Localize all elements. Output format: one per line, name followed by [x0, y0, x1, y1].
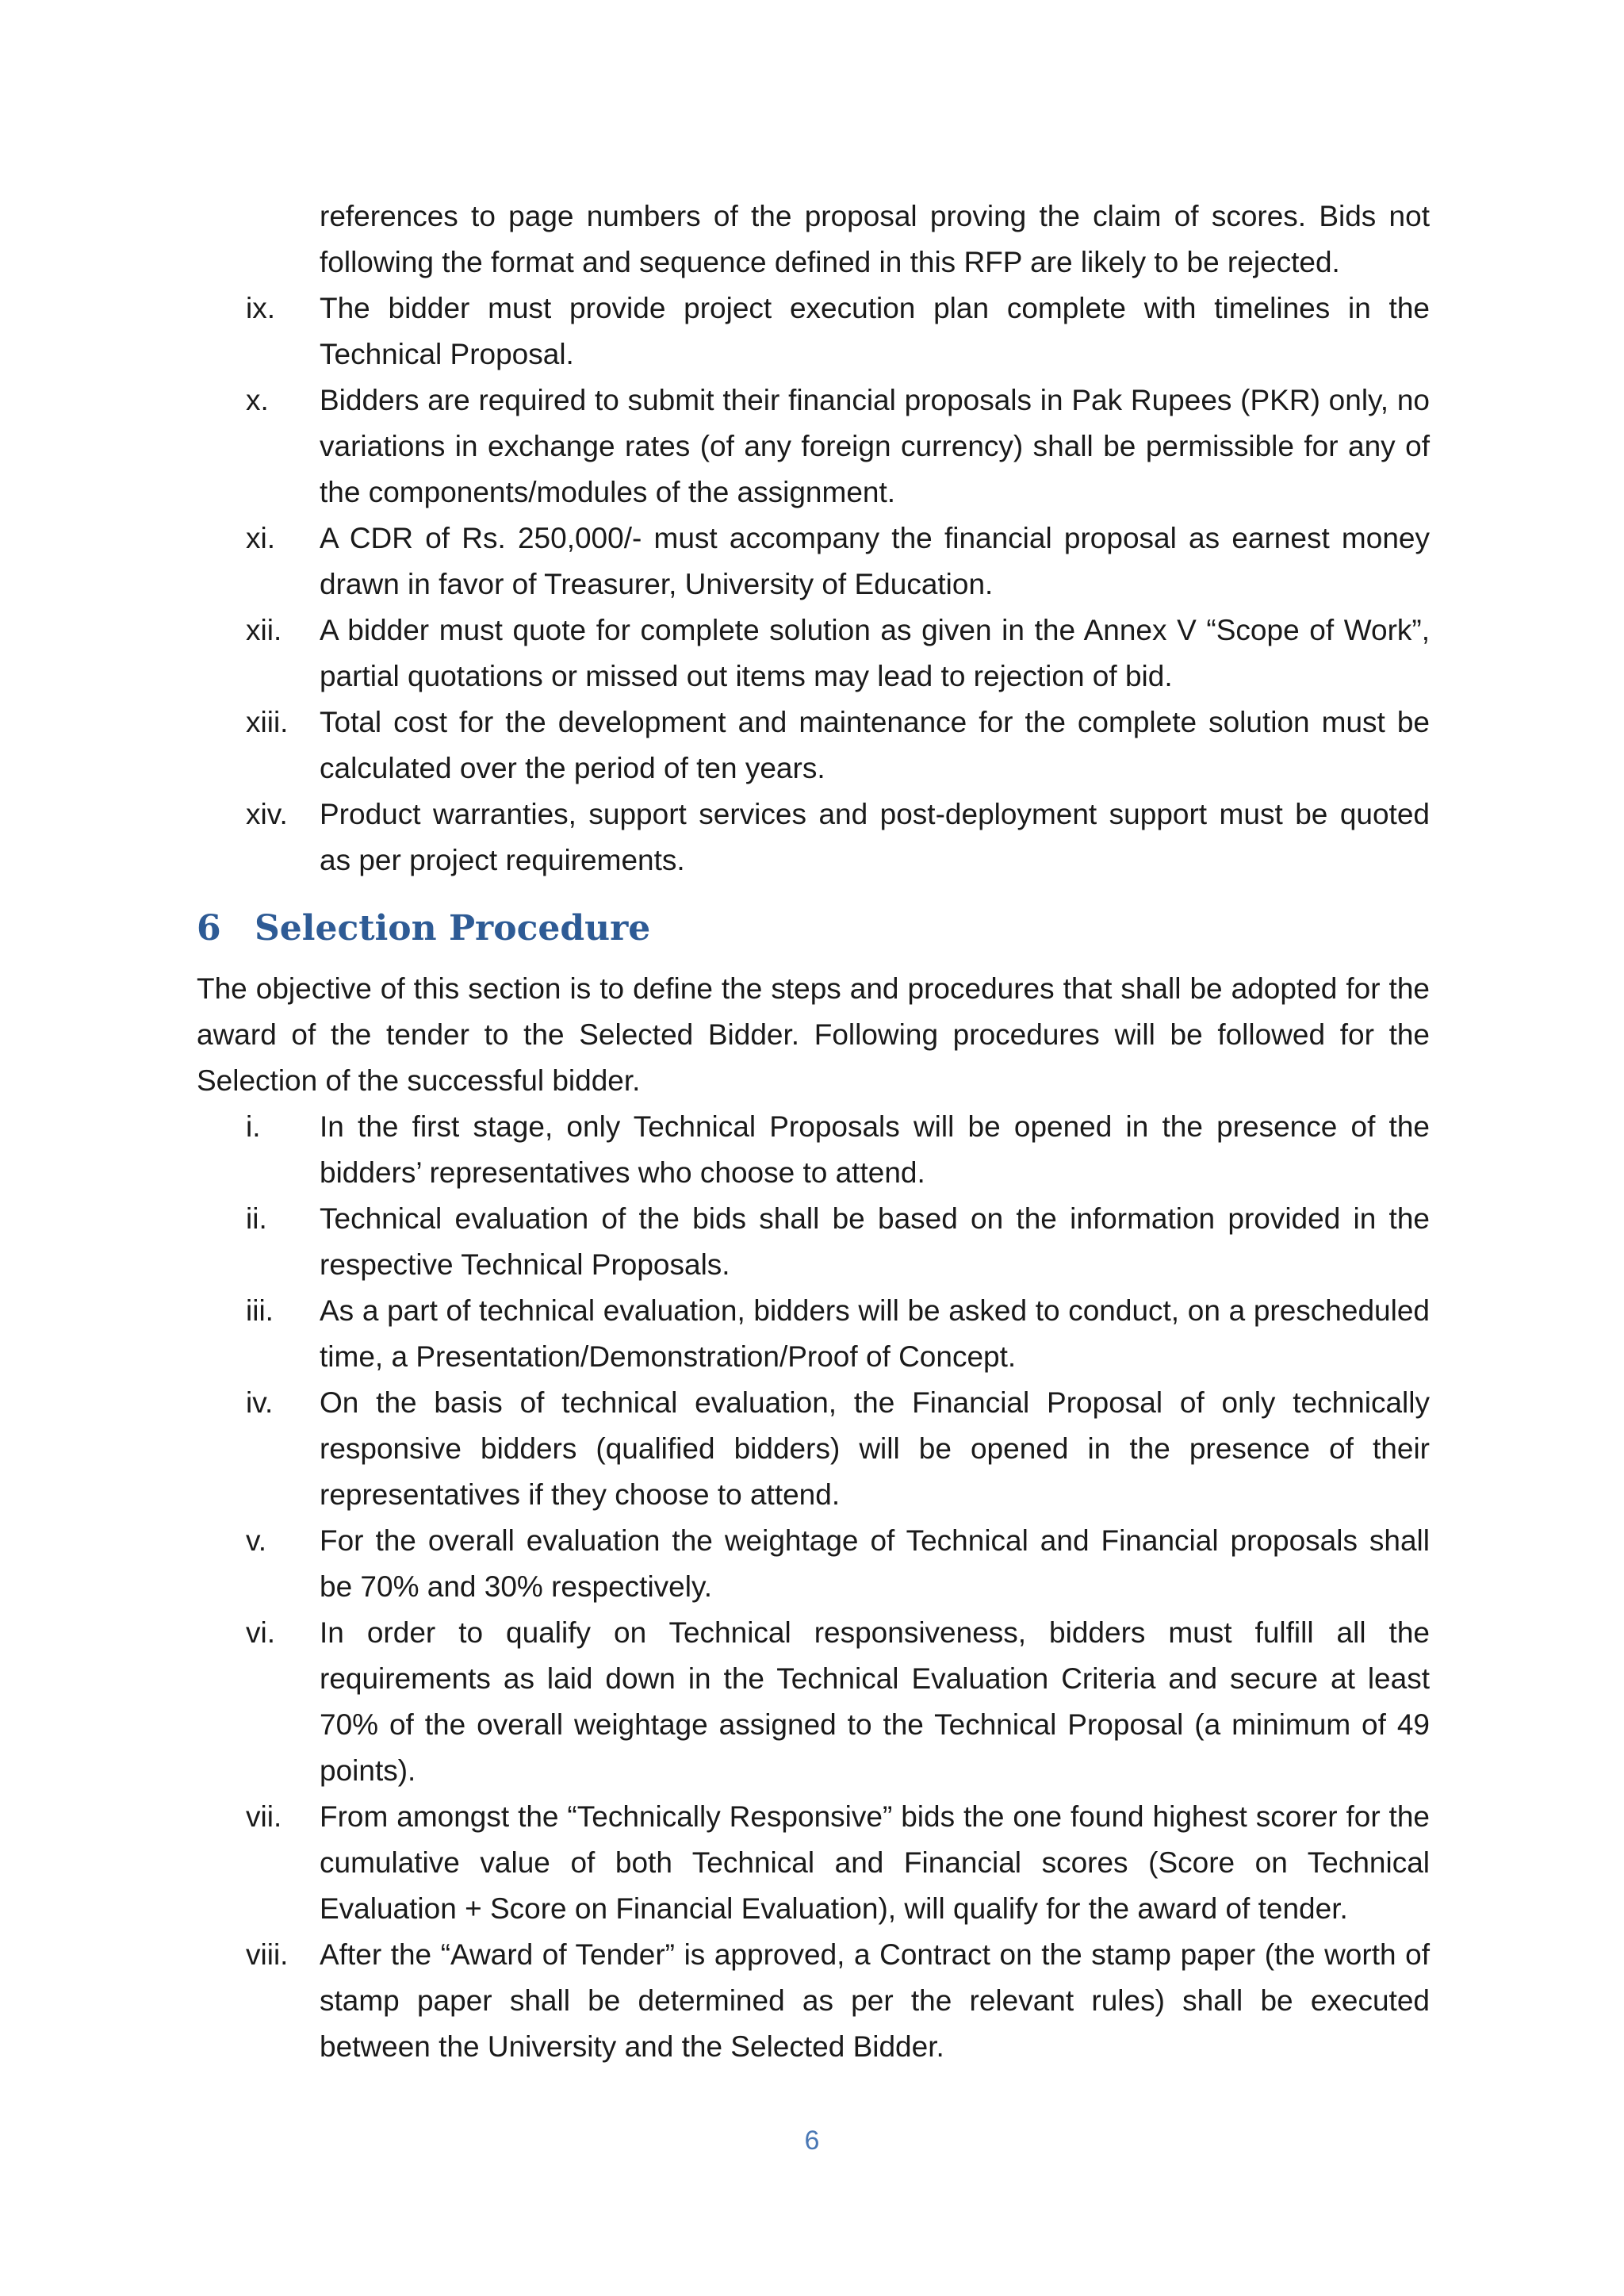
list-item-text: For the overall evaluation the weightage of Technical and Financial proposals shall be 70% and 30% respectively. — [320, 1524, 1430, 1603]
selection-steps-list — [197, 1104, 1430, 2070]
list-item-number: v. — [246, 1524, 267, 1557]
list-item-number: viii. — [246, 1938, 289, 1971]
list-item — [197, 608, 1430, 700]
list-item-text: Product warranties, support services and post-deployment support must be quoted as per project requirements. — [320, 798, 1430, 876]
list-item — [197, 1104, 1430, 1196]
list-item-number: xiv. — [246, 798, 288, 830]
list-item-number: xi. — [246, 522, 275, 554]
list-item-number: ix. — [246, 292, 275, 324]
list-item-text: In the first stage, only Technical Proposals will be opened in the presence of the bidders’ representatives who choose to attend. — [320, 1110, 1430, 1189]
list-item — [197, 1288, 1430, 1380]
list-item — [197, 1932, 1430, 2070]
section-intro: The objective of this section is to define the steps and procedures that shall be adopted for the award of the tender to the Selected Bidder. Following procedures will be followed for the Selection of the successful bidder. — [197, 972, 1430, 1097]
section-number: 6 — [197, 908, 221, 949]
list-item — [197, 1380, 1430, 1518]
list-item — [197, 1518, 1430, 1610]
page-number: 6 — [804, 2125, 820, 2156]
list-item-text: Bidders are required to submit their financial proposals in Pak Rupees (PKR) only, no variations in exchange rates (of any foreign currency) shall be permissible for any of the components/modules of the assignment. — [320, 384, 1430, 508]
requirements-list — [197, 286, 1430, 884]
list-item-text: From amongst the “Technically Responsive” bids the one found highest scorer for the cumulative value of both Technical and Financial scores (Score on Technical Evaluation + Score on Financial Evaluation), will qualify for the award of tender. — [320, 1800, 1430, 1925]
list-item — [197, 1610, 1430, 1794]
list-item-number: x. — [246, 384, 269, 416]
list-item-text: Total cost for the development and maintenance for the complete solution must be calculated over the period of ten years. — [320, 706, 1430, 784]
list-item-number: vi. — [246, 1616, 275, 1649]
list-item-number: iv. — [246, 1386, 274, 1419]
list-item-number: xii. — [246, 614, 282, 646]
list-item-text: As a part of technical evaluation, bidders will be asked to conduct, on a prescheduled time, a Presentation/Demonstration/Proof of Concept. — [320, 1294, 1430, 1373]
list-item-text: After the “Award of Tender” is approved, a Contract on the stamp paper (the worth of stamp paper shall be determined as per the relevant rules) shall be executed between the University and the Selected Bidder. — [320, 1938, 1430, 2063]
list-item — [197, 378, 1430, 516]
list-item-text: On the basis of technical evaluation, the Financial Proposal of only technically responsive bidders (qualified bidders) will be opened in the presence of their representatives if they choose to attend. — [320, 1386, 1430, 1511]
section-heading — [197, 901, 1430, 956]
list-item — [197, 700, 1430, 792]
list-item — [197, 1196, 1430, 1288]
list-item-text: The bidder must provide project execution plan complete with timelines in the Technical Proposal. — [320, 292, 1430, 370]
list-item — [197, 792, 1430, 884]
list-item — [197, 516, 1430, 608]
list-item-number: vii. — [246, 1800, 282, 1833]
list-item-number: ii. — [246, 1202, 267, 1235]
list-item-text: In order to qualify on Technical responsiveness, bidders must fulfill all the requirements as laid down in the Technical Evaluation Criteria and secure at least 70% of the overall weightage assigned to the Technical Proposal (a minimum of 49 points). — [320, 1616, 1430, 1787]
list-item-text: A bidder must quote for complete solution as given in the Annex V “Scope of Work”, partial quotations or missed out items may lead to rejection of bid. — [320, 614, 1430, 692]
list-item-number: xiii. — [246, 706, 289, 738]
page-content — [197, 194, 1430, 2070]
list-item-number: i. — [246, 1110, 261, 1143]
list-item-text: A CDR of Rs. 250,000/- must accompany the financial proposal as earnest money drawn in favor of Treasurer, University of Education. — [320, 522, 1430, 600]
list-item — [197, 286, 1430, 378]
list-item — [197, 1794, 1430, 1932]
continued-paragraph: references to page numbers of the proposal proving the claim of scores. Bids not following the format and sequence defined in this RFP are likely to be rejected. — [320, 200, 1430, 278]
list-item-number: iii. — [246, 1294, 274, 1327]
section-title: Selection Procedure — [255, 908, 651, 949]
list-item-text: Technical evaluation of the bids shall be based on the information provided in the respective Technical Proposals. — [320, 1202, 1430, 1281]
